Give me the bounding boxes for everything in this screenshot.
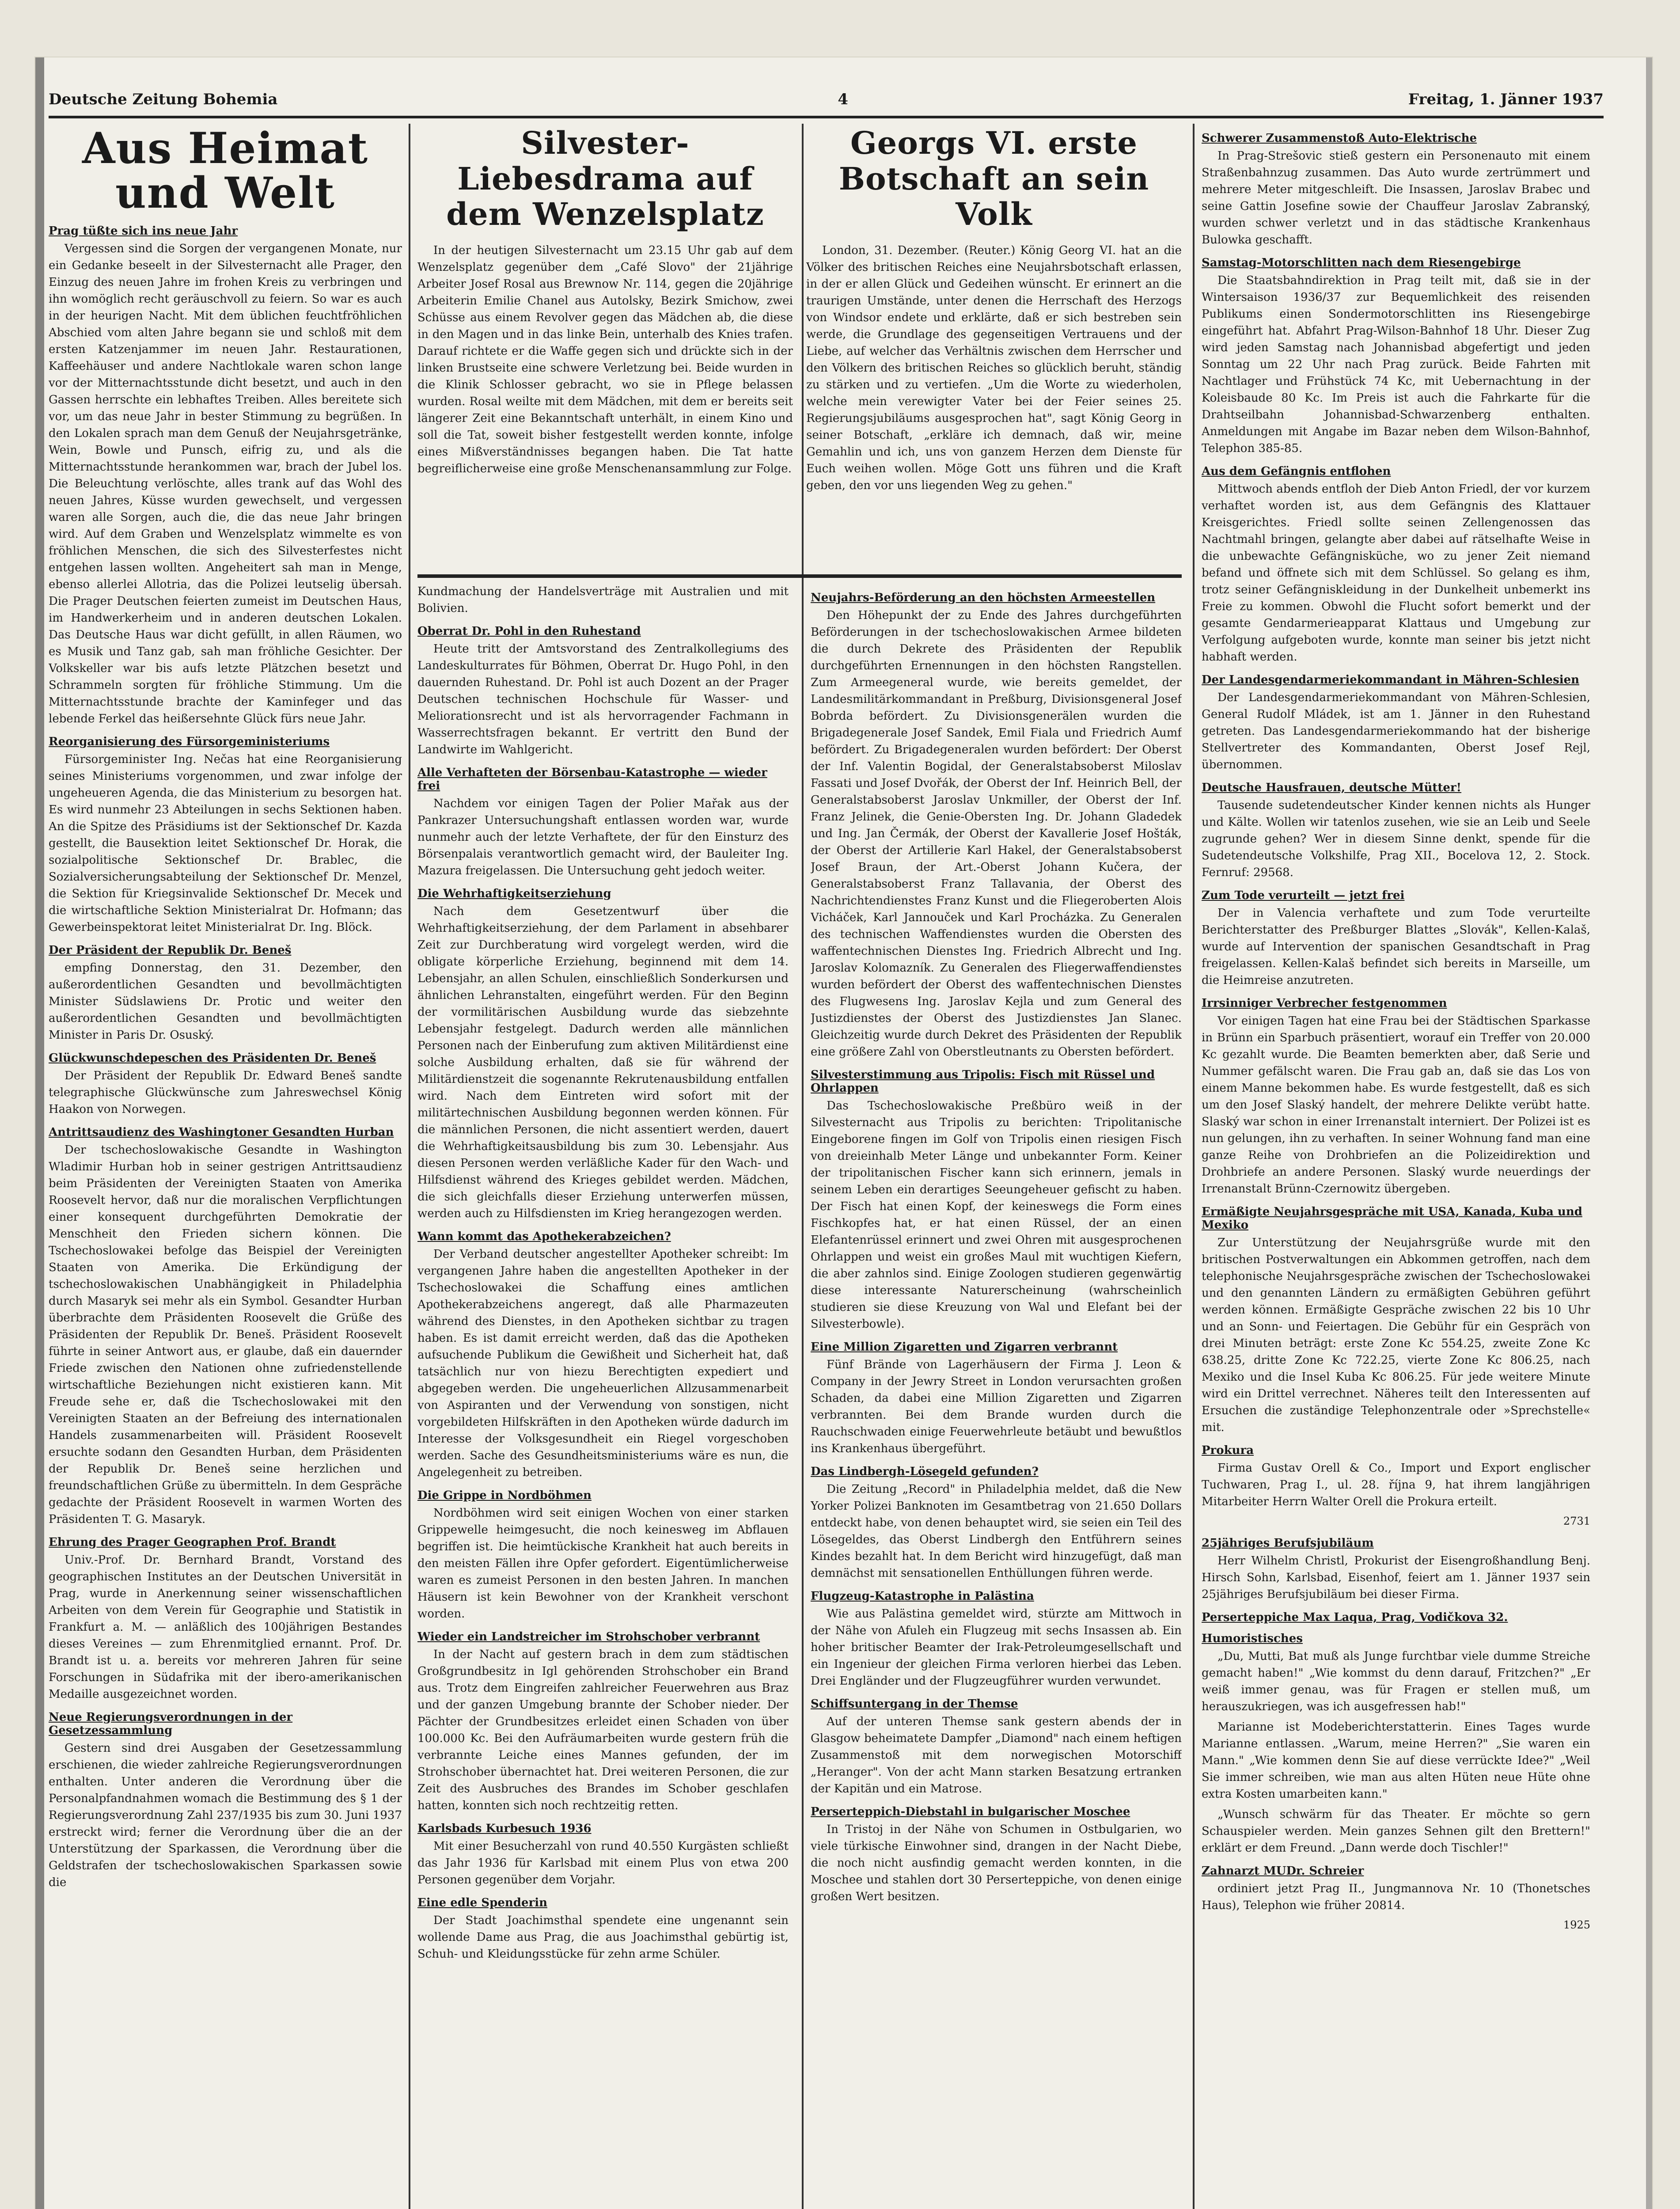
- article-text: empfing Donnerstag, den 31. Dezember, den außerordentlichen Gesandten und bevollmächtigten Minister Südslawiens Dr. Protic und weiter den außerordentlichen Gesandten und bevollmächtigten Minister in Paris Dr. Osuský.: [49, 961, 402, 1042]
- article-title: Alle Verhafteten der Börsenbau-Katastrophe — wieder frei: [417, 766, 767, 793]
- article-title: Zum Tode verurteilt — jetzt frei: [1202, 889, 1405, 902]
- article-text: Marianne ist Modeberichterstatterin. Eines Tages wurde Marianne entlassen. „Warum, meine Herren?" „Sie waren ein Mann." „Wie kommen denn Sie auf diese verrückte Idee?" „Weil Sie immer schreiben, wie man aus alten Hüten neue Hüte ohne extra Kosten umarbeiten kann.": [1202, 1720, 1590, 1801]
- article-title: Wann kommt das Apothekerabzeichen?: [417, 1230, 671, 1243]
- middle-columns: [417, 124, 1182, 2209]
- article-text: Univ.-Prof. Dr. Bernhard Brandt, Vorstand des geographischen Institutes an der Deutschen Universität in Prag, wurde in Anerkennung seiner wissenschaftlichen Arbeiten von dem Verein für Geographie und Statistik in Frankfurt a. M. — anläßlich des 100jährigen Bestandes dieses Vereines — zum Ehrenmitglied ernannt. Prof. Dr. Brandt ist u. a. bereits vor mehreren Jahren für seine Forschungen in Südafrika mit der ibero-amerikanischen Medaille ausgezeichnet worden.: [49, 1553, 402, 1701]
- top-stories: [417, 124, 1182, 570]
- article-text: Herr Wilhelm Christl, Prokurist der Eisengroßhandlung Benj. Hirsch Sohn, Karlsbad, Eisenhof, feiert am 1. Jänner 1937 sein 25jähriges Berufsjubiläum bei dieser Firma.: [1202, 1554, 1590, 1601]
- column-rule-3: [1193, 124, 1195, 2209]
- article-text: Auf der unteren Themse sank gestern abends der in Glasgow beheimatete Dampfer „Diamond" nach einem heftigen Zusammenstoß mit dem norwegischen Motorschiff „Heranger". Von der acht Mann starken Besatzung ertranken der Kapitän und ein Matrose.: [811, 1715, 1182, 1795]
- article-title: Flugzeug-Katastrophe in Palästina: [811, 1590, 1034, 1603]
- story-headline: Silvester-Liebesdrama auf dem Wenzelsplatz: [446, 125, 764, 232]
- article-title: Humoristisches: [1202, 1632, 1303, 1645]
- article-text: In Prag-Strešovic stieß gestern ein Personenauto mit einem Straßenbahnzug zusammen. Das Auto wurde zertrümmert und mehrere Meter mitgeschleift. Die Insassen, Jaroslav Brabec und seine Gattin Josefine sowie der Chauffeur Jaroslav Zabranský, wurden schwer verletzt und in das städtische Krankenhaus Bulowka geschafft.: [1202, 149, 1590, 247]
- article-text: Mit einer Besucherzahl von rund 40.550 Kurgästen schließt das Jahr 1936 für Karlsbad mit einem Plus von etwa 200 Personen gegenüber dem Vorjahr.: [417, 1840, 789, 1886]
- article-text: Die Zeitung „Record" in Philadelphia meldet, daß die New Yorker Polizei Banknoten im Gesamtbetrag von 21.650 Dollars entdeckt habe, von denen behauptet wird, sie seien ein Teil des Lösegeldes, das Oberst Lindbergh den Entführern seines Kindes bezahlt hat. In dem Bericht wird hinzugefügt, daß man demnächst mit sensationellen Enthüllungen führen werde.: [811, 1483, 1182, 1580]
- article-title: Der Landesgendarmeriekommandant in Mähren-Schlesien: [1202, 673, 1580, 687]
- story-silvester: [417, 124, 793, 570]
- article-text: Der tschechoslowakische Gesandte in Washington Wladimir Hurban hob in seiner gestrigen Antrittsaudienz beim Präsidenten der Vereinigten Staaten von Amerika Roosevelt hervor, daß nur die moralischen Verpflichtungen einer konsequent durchgeführten Demokratie der Menschheit den Frieden sichern können. Die Tschechoslowakei befolge das Beispiel der Vereinigten Staaten von Amerika. Die Erkündigung der tschechoslowakischen Unabhängigkeit in Philadelphia durch Masaryk sei mehr als ein Symbol. Gesandter Hurban überbrachte dem Präsidenten Roosevelt die Grüße des Präsidenten der Republik Dr. Beneš. Präsident Roosevelt führte in seiner Antwort aus, er glaube, daß ein dauernder Friede zwischen den Nationen ohne zufriedenstellende wirtschaftliche Beziehungen nicht existieren kann. Mit Freude sehe er, daß die Tschechoslowakei mit den Vereinigten Staaten an der Befreiung des internationalen Handels zusammenarbeiten will. Präsident Roosevelt ersuchte sodann den Gesandten Hurban, dem Präsidenten der Republik Dr. Beneš seine herzlichen und freundschaftlichen Grüße zu übermitteln. In dem Gespräche gedachte der Präsident Roosevelt in warmen Worten des Präsidenten T. G. Masaryk.: [49, 1143, 402, 1526]
- article-title: Zahnarzt MUDr. Schreier: [1202, 1864, 1364, 1878]
- article-title: Neue Regierungsverordnungen in der Gesetzessammlung: [49, 1710, 293, 1737]
- ad-number: 2731: [1563, 1515, 1590, 1527]
- article-text: Nachdem vor einigen Tagen der Polier Mařak aus der Pankrazer Untersuchungshaft entlassen worden war, wurde nunmehr auch der letzte Verhaftete, der für den Einsturz des Börsenpalais verantwortlich gemacht wird, der Bauleiter Ing. Mazura freigelassen. Die Untersuchung geht jedoch weiter.: [417, 797, 789, 877]
- article-title: 25jähriges Berufsjubiläum: [1202, 1537, 1374, 1550]
- article-title: Deutsche Hausfrauen, deutsche Mütter!: [1202, 781, 1462, 794]
- article-title: Oberrat Dr. Pohl in den Ruhestand: [417, 625, 641, 638]
- article-text: In Tristoj in der Nähe von Schumen in Ostbulgarien, wo viele türkische Einwohner sind, drangen in der Nacht Diebe, die noch nicht ausfindig gemacht werden konnten, in die Moschee und stahlen dort 30 Perserteppiche, von denen einige großen Wert besitzen.: [811, 1823, 1182, 1903]
- article-text: Den Höhepunkt der zu Ende des Jahres durchgeführten Beförderungen in der tschechoslowakischen Armee bildeten die durch Dekrete des Präsidenten der Republik durchgeführten Ernennungen in den höchsten Rangstellen. Zum Armeegeneral wurde, wie bereits gemeldet, der Landesmilitärkommandant in Preßburg, Divisionsgeneral Josef Bobrda befördert. Zu Divisionsgenerälen wurden die Brigadegenerale Josef Sandek, Emil Fiala und Friedrich Aumf befördert. Zu Brigadegeneralen wurden befördert: Der Oberst der Inf. Valentin Bogidal, der Generalstabsoberst Miloslav Fassati und Josef Dvořák, der Oberst der Inf. Heinrich Bell, der Generalstabsoberst Jaroslav Unkmiller, der Oberst der Inf. Franz Jelinek, die Genie-Obersten Ing. Dr. Johann Gladedek und Ing. Jan Čermák, der Oberst der Kavallerie Josef Hošták, der Oberst der Artillerie Karl Hakel, der Generalstabsoberst Josef Braun, der Art.-Oberst Johann Kučera, der Generalstabsoberst Franz Tallavania, der Oberst des Nachrichtendienstes Franz Kunst und die Fliegeroberten Alois Vicháček, Karl Jannouček und Karl Procházka. Zu Generalen des technischen Waffendienstes wurden die Obersten des waffentechnischen Dienstes Ing. Friedrich Albrecht und Ing. Jaroslav Kolomazník. Zu Generalen des Fliegerwaffendienstes wurden befördert der Oberst des waffentechnischen Dienstes des Flugwesens Ing. Jaroslav Kejla und zum General des Justizdienstes der Oberst des Justizdienstes Jan Slanec. Gleichzeitig wurde durch Dekret des Präsidenten der Republik eine größere Zahl von Oberstleutnants zu Obersten befördert.: [811, 609, 1182, 1059]
- article-title: Der Präsident der Republik Dr. Beneš: [49, 943, 292, 957]
- article-title: Perserteppich-Diebstahl in bulgarischer Moschee: [811, 1805, 1130, 1818]
- column-4: [1202, 124, 1590, 2209]
- ad-number: 1925: [1563, 1919, 1590, 1931]
- article-title: Prag tüßte sich ins neue Jahr: [49, 224, 238, 238]
- article-text: Der Präsident der Republik Dr. Edward Beneš sandte telegraphische Glückwünsche zum Jahreswechsel König Haakon von Norwegen.: [49, 1069, 402, 1116]
- article-title: Perserteppiche Max Laqua, Prag, Vodičkova 32.: [1202, 1611, 1508, 1624]
- article-title: Die Wehrhaftigkeitserziehung: [417, 887, 611, 900]
- article-title: Eine Million Zigaretten und Zigarren verbrannt: [811, 1340, 1118, 1354]
- article-title: Ehrung des Prager Geographen Prof. Brandt: [49, 1535, 336, 1549]
- story-text: In der heutigen Silvesternacht um 23.15 Uhr gab auf dem Wenzelsplatz gegenüber dem „Café Slovo" der 21jährige Arbeiter Josef Rosal aus Brewnow Nr. 114, gegen die 20jährige Arbeiterin Emilie Chanel aus Autolsky, Bezirk Smichow, zwei Schüsse aus einem Revolver gegen das Mädchen ab, die diese in den Magen und in das linke Bein, unterhalb des Knies trafen. Darauf richtete er die Waffe gegen sich und drückte sich in der linken Brustseite eine schwere Verletzung bei. Beide wurden in die Klinik Schlosser gebracht, wo sie in Pflege belassen wurden. Rosal weilte mit dem Mädchen, mit dem er bereits seit längerer Zeit eine Bekanntschaft unterhält, in einem Kino und soll die Tat, soweit bisher festgestellt werden konnte, infolge eines Mißverständnisses begangen haben. Die Tat hatte begreiflicherweise eine große Menschenansammlung zur Folge.: [417, 243, 793, 475]
- header-rule: [49, 116, 1604, 118]
- section-headline: Aus Heimat und Welt: [82, 124, 369, 218]
- article-text: ordiniert jetzt Prag II., Jungmannova Nr. 10 (Thonetsches Haus), Telephon wie früher 20814.: [1202, 1882, 1590, 1912]
- article-title: Das Lindbergh-Lösegeld gefunden?: [811, 1465, 1039, 1478]
- article-title: Silvesterstimmung aus Tripolis: Fisch mit Rüssel und Ohrlappen: [811, 1068, 1155, 1095]
- article-title: Eine edle Spenderin: [417, 1896, 547, 1909]
- article-text: Nordböhmen wird seit einigen Wochen von einer starken Grippewelle heimgesucht, die noch keinesweg im Abflauen begriffen ist. Die heimtückische Krankheit hat auch bereits in den meisten Fällen ihre Opfer gefordert. Eigentümlicherweise waren es zumeist Personen in den besten Jahren. In manchen Häusern ist kein Bewohner von der Krankheit verschont worden.: [417, 1507, 789, 1621]
- article-title: Aus dem Gefängnis entflohen: [1202, 465, 1391, 478]
- article-title: Prokura: [1202, 1444, 1254, 1457]
- page-header: [49, 86, 1604, 113]
- story-separator: [417, 574, 1182, 578]
- article-title: Glückwunschdepeschen des Präsidenten Dr. Beneš: [49, 1051, 376, 1065]
- column-rule-1: [409, 124, 410, 2209]
- article-text: Nach dem Gesetzentwurf über die Wehrhaftigkeitserziehung, der dem Parlament in absehbarer Zeit zur Durchberatung wird vorgelegt werden, wird die obligate körperliche Erziehung, beginnend mit dem 14. Lebensjahr, an allen Schulen, einschließlich Sonderkursen und ähnlichen Lehranstalten, eingeführt werden. Für den Beginn der vormilitärischen Ausbildung wurde das siebzehnte Lebensjahr festgelegt. Dadurch werden alle männlichen Personen nach der Einberufung zum aktiven Militärdienst eine solche Ausbildung erhalten, daß sie für während der Militärdienstzeit die sogenannte Rekrutenausbildung entfallen wird. Nach dem Eintreten wird sofort mit der militärtechnischen Ausbildung begonnen werden können. Für die männlichen Personen, die nicht assentiert werden, dauert die Wehrhaftigkeitsausbildung bis zum 30. Lebensjahr. Aus diesen Personen werden verläßliche Kader für den Wach- und Hilfsdienst während des Krieges gebildet werden. Mädchen, die sich gleichfalls dieser Erziehung unterwerfen müssen, werden auch zu Hilfsdiensten im Krieg herangezogen werden.: [417, 905, 789, 1220]
- article-title: Wieder ein Landstreicher im Strohschober verbrannt: [417, 1630, 760, 1643]
- masthead-name: Deutsche Zeitung Bohemia: [49, 91, 278, 108]
- header-date: Freitag, 1. Jänner 1937: [1408, 91, 1604, 108]
- article-title: Karlsbads Kurbesuch 1936: [417, 1822, 592, 1835]
- story-georg: [806, 124, 1182, 570]
- story-headline: Georgs VI. erste Botschaft an sein Volk: [838, 125, 1149, 232]
- article-text: „Wunsch schwärm für das Theater. Er möchte so gern Schauspieler werden. Mein ganzes Sehnen gilt den Brettern!" erklärt er dem Freund. „Dann werde doch Tischler!": [1202, 1808, 1590, 1855]
- article-text: Der Landesgendarmeriekommandant von Mähren-Schlesien, General Rudolf Mládek, ist am 1. Jänner in den Ruhestand getreten. Das Landesgendarmeriekommando hat der bisherige Stellvertreter des Kommandanten, Oberst Josef Rejl, übernommen.: [1202, 691, 1590, 771]
- article-text: Fünf Brände von Lagerhäusern der Firma J. Leon & Company in der Jewry Street in London verursachten großen Schaden, da dabei eine Million Zigaretten und Zigarren verbrannten. Bei dem Brande wurden durch die Rauchschwaden einige Feuerwehrleute betäubt und bewußtlos ins Krankenhaus übergeführt.: [811, 1358, 1182, 1455]
- scan-edge-left: [35, 57, 44, 2209]
- article-text: Fürsorgeminister Ing. Nečas hat eine Reorganisierung seines Ministeriums vorgenommen, und zwar infolge der ungeheueren Agenda, die das Ministerium zu besorgen hat. Es wird nunmehr 23 Abteilungen in sechs Sektionen haben. An die Spitze des Präsidiums ist der Sektionschef Dr. Kazda gestellt, die Bausektion leitet Sektionschef Dr. Horak, die sozialpolitische Sektionschef Dr. Brablec, die Sozialversicherungsabteilung der Sektionschef Dr. Menzel, die Sektion für Kriegsinvalide Sektionschef Dr. Mecek und die wirtschaftliche Sektion Ministerialrat Dr. Hofmann; das Gewerbeinspektorat leitet Ministerialrat Dr. Ing. Blöck.: [49, 752, 402, 934]
- article-text: Zur Unterstützung der Neujahrsgrüße wurde mit den britischen Postverwaltungen ein Abkommen getroffen, nach dem telephonische Neujahrsgespräche zwischen der Tschechoslowakei und den genannten Ländern zu ermäßigten Gebühren geführt werden können. Ermäßigte Gespräche zwischen 22 bis 10 Uhr und an Sonn- und Feiertagen. Die Gebühr für ein Gespräch von drei Minuten beträgt: erste Zone Kc 554.25, zweite Zone Kc 638.25, dritte Zone Kc 722.25, vierte Zone Kc 806.25, nach Mexiko und die Insel Kuba Kc 806.25. Für jede weitere Minute wird ein Drittel verrechnet. Näheres teilt den Interessenten auf Ersuchen die zuständige Telephonzentrale oder »Sprechstelle« mit.: [1202, 1236, 1590, 1434]
- article-text: In der Nacht auf gestern brach in dem zum städtischen Großgrundbesitz in Igl gehörenden Strohschober ein Brand aus. Trotz dem Eingreifen zahlreicher Feuerwehren aus Braz und der ganzen Umgebung brannte der Schober nieder. Der Pächter der Grundbesitzes erleidet einen Schaden von über 100.000 Kc. Bei den Aufräumarbeiten wurde gestern früh die verbrannte Leiche eines Mannes gefunden, der im Strohschober übernachtet hat. Drei weiteren Personen, die zur Zeit des Ausbruches des Brandes im Schober geschlafen hatten, konnten sich noch rechtzeitig retten.: [417, 1648, 789, 1812]
- article-text: Die Staatsbahndirektion in Prag teilt mit, daß sie in der Wintersaison 1936/37 zur Bequemlichkeit des reisenden Publikums einen Sondermotorschlitten ins Riesengebirge eingeführt hat. Abfahrt Prag-Wilson-Bahnhof 18 Uhr. Dieser Zug wird jeden Samstag nach Johannisbad abgefertigt und jeden Sonntag um 22 Uhr nach Prag zurück. Beide Fahrten mit Nachtlager und Frühstück 74 Kc, mit Uebernachtung in der Koleisbaude 80 Kc. Im Preis ist auch die Fahrkarte für die Drahtseilbahn Johannisbad-Schwarzenberg enthalten. Anmeldungen mit Angabe im Bazar neben dem Wilson-Bahnhof, Telephon 385-85.: [1202, 274, 1590, 455]
- article-text: Kundmachung der Handelsverträge mit Australien und mit Bolivien.: [417, 585, 789, 615]
- article-text: Der in Valencia verhaftete und zum Tode verurteilte Berichterstatter des Preßburger Blattes „Slovák", Kellen-Kalaš, wurde auf Intervention der spanischen Gesandtschaft in Prag freigelassen. Kellen-Kalaš befindet sich bereits in Marseille, um die Heimreise anzutreten.: [1202, 907, 1590, 987]
- article-title: Reorganisierung des Fürsorgeministeriums: [49, 735, 330, 748]
- article-text: Der Verband deutscher angestellter Apotheker schreibt: Im vergangenen Jahre haben die angestellten Apotheker in der Tschechoslowakei die Schaffung eines amtlichen Apothekerabzeichens angeregt, daß alle Pharmazeuten während des Dienstes, in den Apotheken sichtbar zu tragen haben. Es ist damit erreicht werden, daß das die Apotheken aufsuchende Publikum die Gewißheit und Sicherheit hat, daß tatsächlich nur von hiezu Berechtigten expediert und abgegeben werden. Die ungeheuerlichen Allzusammenarbeit von Aspiranten und der Verwendung von sonstigen, nicht vorgebildeten Hilfskräften in den Apotheken würde dadurch im Interesse der Volksgesundheit ein Riegel vorgeschoben werden. Sache des Gesundheitsministeriums wäre es nun, die Angelegenheit zu betreiben.: [417, 1248, 789, 1479]
- column-2: [417, 583, 789, 2209]
- article-text: Vor einigen Tagen hat eine Frau bei der Städtischen Sparkasse in Brünn ein Sparbuch präsentiert, worauf ein Treffer von 20.000 Kc gezahlt wurde. Die Beamten bemerkten aber, daß Serie und Nummer gefälscht waren. Die Frau gab an, daß sie das Los von einem Manne bekommen habe. Es wurde festgestellt, daß es sich um den Josef Slaský handelt, der mehrere Delikte verübt hatte. Slaský war schon in einer Irrenanstalt interniert. Der Polizei ist es nun gelungen, ihn zu verhaften. In seiner Wohnung fand man eine ganze Reihe von Drohbriefen an die Polizeidirektion und Drohbriefe an andere Personen. Slaský wurde neuerdings der Irrenanstalt Brünn-Czernowitz übergeben.: [1202, 1014, 1590, 1196]
- article-text: Das Tschechoslowakische Preßbüro weiß in der Silvesternacht aus Tripolis zu berichten: Tripolitanische Eingeborene fingen im Golf von Tripolis einen riesigen Fisch von dreieinhalb Meter Länge und unbekannter Form. Keiner der tripolitanischen Fischer kann sich erinnern, jemals in seinem Leben ein derartiges Seeungeheuer gefischt zu haben. Der Fisch hat einen Kopf, der keineswegs die Form eines Fischkopfes hat, er hat einen Rüssel, der an einen Elefantenrüssel erinnert und zwei Ohren mit ausgesprochenen Ohrlappen und weist ein großes Maul mit wuchtigen Kiefern, die aber zahnlos sind. Einige Zoologen studieren gegenwärtig diese interessante Naturerscheinung (wahrscheinlich studieren sie diese Kreuzung von Wal und Elefant bei der Silvesterbowle).: [811, 1099, 1182, 1331]
- column-1: [49, 124, 402, 2209]
- article-text: „Du, Mutti, Bat muß als Junge furchtbar viele dumme Streiche gemacht haben!" „Wie kommst du denn darauf, Fritzchen?" „Er weiß immer genau, was für Fragen er stellen muß, um herauszukriegen, was ich ausgefressen hab!": [1202, 1650, 1590, 1713]
- article-text: Vergessen sind die Sorgen der vergangenen Monate, nur ein Gedanke beseelt in der Silvesternacht alle Prager, den Einzug des neuen Jahre im frohen Kreis zu verbringen und ihn womöglich recht geräuschvoll zu feiern. So war es auch in der heurigen Nacht. Mit dem üblichen feuchtfröhlichen Abschied vom alten Jahre begann sie und schloß mit dem ersten Katzenjammer im neuen Jahr. Restaurationen, Kaffeehäuser und andere Nachtlokale waren schon lange vor der Mitternachtsstunde dicht besetzt, und auch in den Gassen herrschte ein lebhaftes Treiben. Alles bereitete sich vor, um das neue Jahr in bester Stimmung zu begrüßen. In den Lokalen sprach man dem Genuß der Neujahrsgetränke, Wein, Bowle und Punsch, eifrig zu, und als die Mitternachtsstunde herankommen war, brach der Jubel los. Die Beleuchtung verlöschte, alles trank auf das Wohl des neuen Jahres, Küsse wurden gewechselt, und vergessen waren alle Sorgen, auch die, die das neue Jahr bringen wird. Auf dem Graben und Wenzelsplatz wimmelte es von fröhlichen Menschen, die sich des Silvesterfestes nicht entgehen lassen wollten. Angeheitert sah man in Menge, ebenso allerlei Allotria, das die Polizei leutselig übersah. Die Prager Deutschen feierten zumeist im Deutschen Haus, im Handwerkerheim und in anderen deutschen Lokalen. Das Deutsche Haus war dicht gefüllt, in allen Räumen, wo es Musik und Tanz gab, sah man fröhliche Gesichter. Der Volkskeller war bis aufs letzte Plätzchen besetzt und Schrammeln sorgten für fröhliche Stimmung. Um die Mitternachtsstunde brachte der Kaminfeger und das lebende Ferkel das heißersehnte Glück fürs neue Jahr.: [49, 242, 402, 725]
- page-number: 4: [838, 91, 848, 108]
- article-text: Mittwoch abends entfloh der Dieb Anton Friedl, der vor kurzem verhaftet worden ist, aus dem Gefängnis des Klattauer Kreisgerichtes. Friedl sollte seinen Zellengenossen das Nachtmahl bringen, gelangte aber dabei auf rätselhafte Weise in die unbewachte Gefängnisküche, wo zu jener Zeit niemand befand und öffnete sich mit dem Schlüssel. So gelang es ihm, trotz seiner Gefängniskleidung in der Dunkelheit unbemerkt ins Freie zu kommen. Obwohl die Flucht sofort bemerkt und der gesamte Gendarmerieapparat Klattaus und Umgebung zur Verfolgung aufgeboten wurde, konnte man seiner bis jetzt nicht habhaft werden.: [1202, 482, 1590, 664]
- article-title: Schwerer Zusammenstoß Auto-Elektrische: [1202, 132, 1477, 145]
- article-text: Wie aus Palästina gemeldet wird, stürzte am Mittwoch in der Nähe von Afuleh ein Flugzeug mit sechs Insassen ab. Ein hoher britischer Beamter der Irak-Petroleumgesellschaft und ein Ingenieur der gleichen Firma verloren hierbei das Leben. Drei Engländer und der Flugzeugführer wurden verwundet.: [811, 1607, 1182, 1688]
- article-text: Heute tritt der Amtsvorstand des Zentralkollegiums des Landeskulturrates für Böhmen, Oberrat Dr. Hugo Pohl, in den dauernden Ruhestand. Dr. Pohl ist auch Dozent an der Prager Deutschen technischen Hochschule für Wasser- und Meliorationsrecht und ist als hervorragender Fachmann in Wasserrechtsfragen bekannt. Er vertritt den Bund der Landwirte im Wahlgericht.: [417, 642, 789, 756]
- article-text: Der Stadt Joachimsthal spendete eine ungenannt sein wollende Dame aus Prag, die aus Joachimsthal gebürtig ist, Schuh- und Kleidungsstücke für zehn arme Schüler.: [417, 1914, 789, 1961]
- column-3: [811, 583, 1182, 2209]
- scan-edge-right: [1646, 57, 1652, 2209]
- article-text: Gestern sind drei Ausgaben der Gesetzessammlung erschienen, die wieder zahlreiche Regierungsverordnungen enthalten. Unter anderen die Verordnung über die Personalpfandnahmen womach die Bestimmung des § 1 der Regierungsverordnung Zahl 237/1935 bis zum 30. Juni 1937 erstreckt wird; ferner die Verordnung über die an der Unterstützung der Sparkassen, die Verordnung über die Geldstrafen der tschechoslowakischen Sparkassen sowie die: [49, 1741, 402, 1889]
- article-title: Ermäßigte Neujahrsgespräche mit USA, Kanada, Kuba und Mexiko: [1202, 1205, 1582, 1232]
- article-title: Die Grippe in Nordböhmen: [417, 1489, 592, 1502]
- article-title: Irrsinniger Verbrecher festgenommen: [1202, 997, 1447, 1010]
- article-text: Tausende sudetendeutscher Kinder kennen nichts als Hunger und Kälte. Wollen wir tatenlos zusehen, wie sie an Leib und Seele zugrunde gehen? Wer in diesem Sinne denkt, spende für die Sudetendeutsche Volkshilfe, Prag XII., Bocelova 12, 2. Stock. Fernruf: 29568.: [1202, 799, 1590, 879]
- story-text: London, 31. Dezember. (Reuter.) König Georg VI. hat an die Völker des britischen Reiches eine Neujahrsbotschaft erlassen, in der er allen Glück und Gedeihen wünscht. Er erinnert an die traurigen Umstände, unter denen die Herrschaft des Herzogs von Windsor endete und erklärte, daß er sich bestreben sein werde, die Grundlage des gegenseitigen Vertrauens und der Liebe, auf welcher das Verhältnis zwischen dem Herrscher und den Völkern des britischen Reiches so glücklich beruht, ständig zu stärken und zu vertiefen. „Um die Worte zu wiederholen, welche mein verewigter Vater bei der Feier seines 25. Regierungsjubiläums ausgesprochen hat", sagt König Georg in seiner Botschaft, „erkläre ich demnach, daß wir, meine Gemahlin und ich, uns von ganzem Herzen dem Dienste für Euch weihen wollen. Möge Gott uns führen und die Kraft geben, den vor uns liegenden Weg zu gehen.": [806, 243, 1182, 492]
- article-text: Firma Gustav Orell & Co., Import und Export englischer Tuchwaren, Prag I., ul. 28. října 9, hat ihrem langjährigen Mitarbeiter Herrn Walter Orell die Prokura erteilt.: [1202, 1461, 1590, 1508]
- article-title: Neujahrs-Beförderung an den höchsten Armeestellen: [811, 591, 1156, 604]
- article-title: Schiffsuntergang in der Themse: [811, 1697, 1018, 1711]
- article-title: Samstag-Motorschlitten nach dem Riesengebirge: [1202, 256, 1521, 269]
- article-title: Antrittsaudienz des Washingtoner Gesandten Hurban: [49, 1125, 394, 1139]
